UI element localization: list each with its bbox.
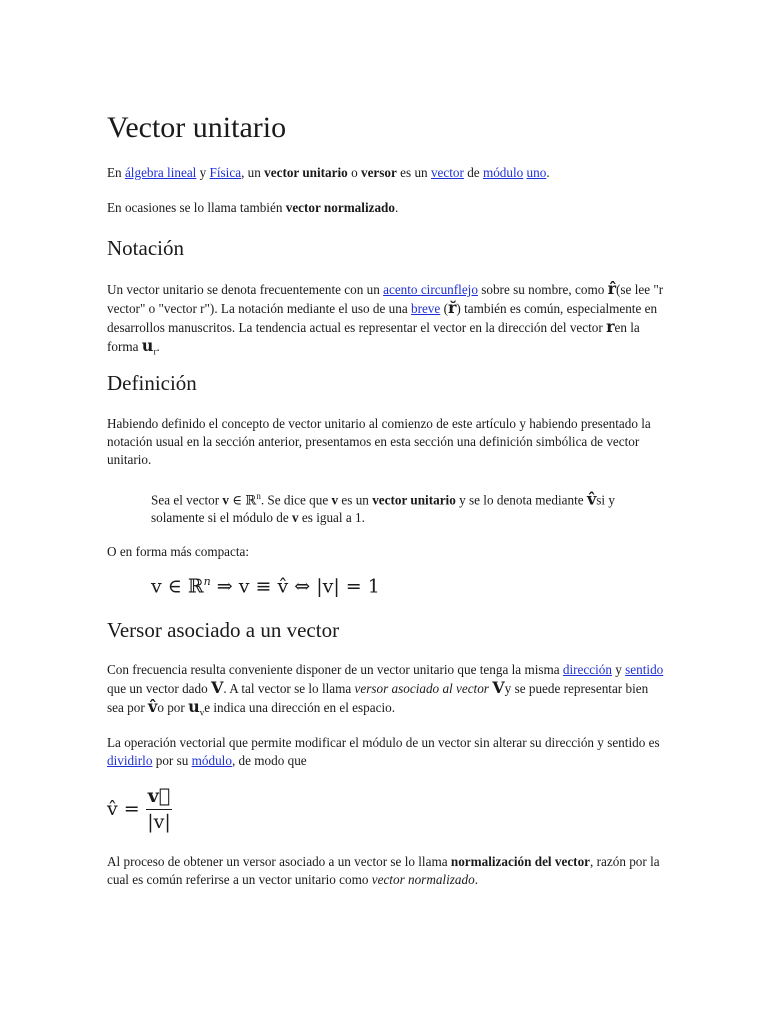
math-n: n bbox=[256, 491, 261, 501]
text: . bbox=[546, 165, 550, 180]
text: ) también es común, especialmente en desarrollos manuscritos. La tendencia actual es representar el vector en la dirección del vector bbox=[107, 301, 658, 335]
definicion-paragraph: Habiendo definido el concepto de vector unitario al comienzo de este artículo y habiendo presentado la notación usual en la sección anterior, presentamos en esta sección una definición simbólica de vector unitario. bbox=[107, 416, 651, 467]
section-heading-definicion: Definición bbox=[107, 371, 197, 395]
formula-normalization bbox=[107, 785, 667, 833]
math-u: u bbox=[141, 336, 154, 355]
definition-quote bbox=[151, 487, 667, 527]
bold-term: versor bbox=[360, 165, 397, 180]
text: Sea el vector bbox=[151, 492, 223, 508]
fraction-denominator: |v| bbox=[147, 811, 171, 833]
link-modulo[interactable]: módulo bbox=[482, 165, 524, 180]
text: si y solamente si el módulo de bbox=[151, 492, 615, 526]
math-r: r bbox=[606, 317, 615, 336]
versor-paragraph bbox=[107, 661, 667, 722]
link-dividirlo[interactable]: dividirlo bbox=[107, 753, 153, 768]
text: En ocasiones se lo llama también bbox=[107, 200, 286, 215]
intro-paragraph bbox=[107, 164, 667, 182]
math-v: V bbox=[211, 678, 224, 697]
text: Un vector unitario se denota frecuentemente con un bbox=[107, 282, 384, 297]
formula-lhs: v̂ = bbox=[107, 798, 146, 820]
text: , razón por la cual es común referirse a un vector unitario como bbox=[107, 854, 660, 887]
math-r-hat: r̂ bbox=[607, 279, 617, 298]
notacion-paragraph bbox=[107, 280, 667, 361]
math-in-rn: ∈ ℝ bbox=[229, 492, 257, 508]
text: o por bbox=[157, 700, 189, 715]
text: de bbox=[463, 165, 483, 180]
text: , un bbox=[241, 165, 265, 180]
text: (se lee "r vector" o "vector r"). La notación mediante el uso de una bbox=[107, 282, 664, 316]
link-modulo-2[interactable]: módulo bbox=[191, 753, 232, 768]
bold-term: vector unitario bbox=[264, 165, 348, 180]
text: , de modo que bbox=[231, 753, 307, 768]
text: y bbox=[196, 165, 210, 180]
link-algebra-lineal[interactable]: álgebra lineal bbox=[124, 165, 197, 180]
text: La operación vectorial que permite modificar el módulo de un vector sin alterar su dirección y sentido es bbox=[107, 735, 660, 750]
text: sobre su nombre, como bbox=[477, 282, 608, 297]
text: . bbox=[474, 872, 478, 887]
text: y se puede representar bien sea por bbox=[107, 681, 649, 715]
versor-paragraph-2 bbox=[107, 734, 667, 770]
text: Al proceso de obtener un versor asociado a un vector se lo llama bbox=[107, 854, 451, 869]
intro-paragraph-2 bbox=[107, 199, 667, 217]
link-direccion[interactable]: dirección bbox=[562, 662, 612, 677]
link-uno[interactable]: uno bbox=[526, 165, 547, 180]
math-r-breve: r̆ bbox=[447, 298, 457, 317]
text: en la forma bbox=[107, 320, 640, 354]
italic-term: vector normalizado bbox=[371, 872, 475, 887]
formula-part: ⇒ v ≡ v̂ ⇔ |v| = 1 bbox=[210, 575, 380, 598]
text: y se lo denota mediante bbox=[455, 492, 587, 508]
formula-superscript: n bbox=[203, 575, 211, 588]
text: es un bbox=[338, 492, 373, 508]
math-u: u bbox=[188, 697, 200, 716]
math-u-subscript: r bbox=[153, 346, 157, 357]
text: . A tal vector se lo llama bbox=[223, 681, 355, 696]
text: . bbox=[156, 339, 160, 354]
text: ( bbox=[440, 301, 448, 316]
text: por su bbox=[152, 753, 192, 768]
math-v: V bbox=[492, 678, 505, 697]
italic-term: versor asociado al vector bbox=[354, 681, 489, 696]
text: . bbox=[394, 200, 399, 215]
text: Con frecuencia resulta conveniente disponer de un vector unitario que tenga la misma bbox=[107, 662, 563, 677]
text: En bbox=[107, 165, 125, 180]
link-vector[interactable]: vector bbox=[430, 165, 464, 180]
link-breve[interactable]: breve bbox=[410, 301, 441, 316]
fraction bbox=[146, 785, 172, 833]
text: o bbox=[347, 165, 361, 180]
bold-term: v bbox=[292, 510, 299, 526]
link-fisica[interactable]: Física bbox=[209, 165, 242, 180]
math-v-hat: v̂ bbox=[148, 697, 158, 716]
bold-term: vector normalizado bbox=[285, 200, 395, 215]
text: y bbox=[611, 662, 626, 677]
math-v: v bbox=[222, 492, 229, 508]
text: . Se dice que bbox=[260, 492, 332, 508]
page-title: Vector unitario bbox=[107, 111, 287, 144]
fraction-numerator: v⃗ bbox=[146, 785, 172, 810]
bold-term: v bbox=[331, 492, 339, 508]
link-sentido[interactable]: sentido bbox=[625, 662, 664, 677]
formula-part: v ∈ ℝ bbox=[151, 575, 204, 598]
math-v-hat: v̂ bbox=[586, 489, 597, 509]
bold-term: vector unitario bbox=[372, 492, 456, 508]
section-heading-notacion: Notación bbox=[107, 236, 184, 260]
math-u-subscript: v bbox=[199, 707, 205, 718]
text: e indica una dirección en el espacio. bbox=[204, 700, 395, 715]
text: es igual a 1. bbox=[298, 510, 365, 526]
compact-form-text: O en forma más compacta: bbox=[107, 544, 250, 559]
section-heading-versor: Versor asociado a un vector bbox=[107, 618, 340, 642]
bold-term: normalización del vector bbox=[450, 854, 591, 869]
text: que un vector dado bbox=[107, 681, 211, 696]
link-acento-circunflejo[interactable]: acento circunflejo bbox=[383, 282, 478, 297]
formula-definition bbox=[151, 575, 711, 597]
versor-paragraph-3 bbox=[107, 853, 667, 889]
text: es un bbox=[396, 165, 431, 180]
